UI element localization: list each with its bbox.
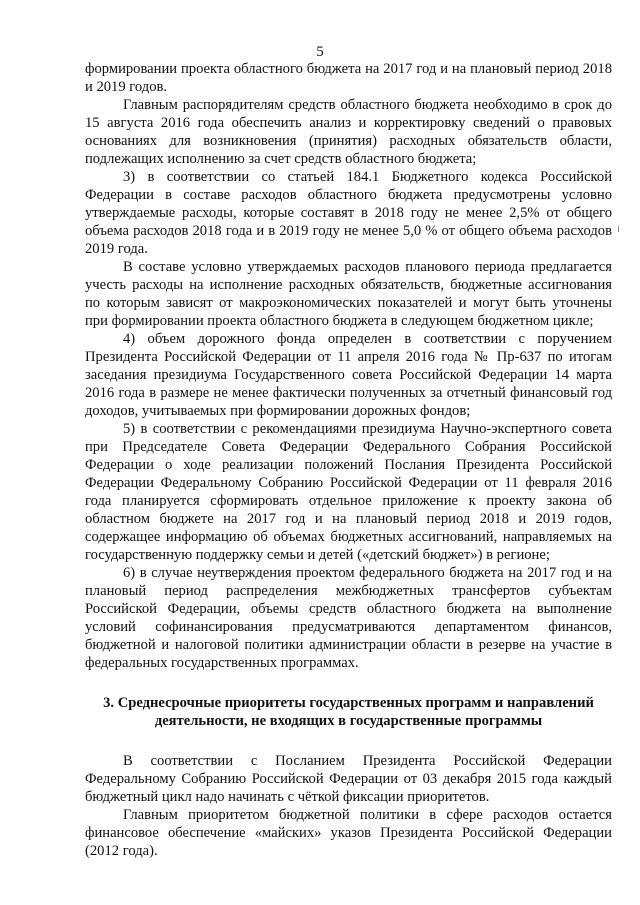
paragraph-continuation: формировании проекта областного бюджета на 2017 год и на плановый период 2018 и 2019 годов.: [85, 61, 612, 95]
paragraph-item-6: 6) в случае неутверждения проектом федерального бюджета на 2017 год и на плановый период распределения межбюджетных трансфертов субъектам Российской Федерации, объемы средств областного бюджета на выполнение условий софинансирования предусматриваются департаментом финансов, бюджетной и налоговой политики администрации области в резерве на участие в федеральных государственных программах.: [85, 565, 612, 671]
section-paragraph-2: Главным приоритетом бюджетной политики в сфере расходов остается финансовое обеспечение «майских» указов Президента Российской Федерации (2012 года).: [85, 807, 612, 859]
section-paragraph-1: В соответствии с Посланием Президента Российской Федерации Федеральному Собранию Российской Федерации от 03 декабря 2015 года каждый бюджетный цикл надо начинать с чёткой фиксации приоритетов.: [85, 753, 612, 805]
paragraph-item-3: 3) в соответствии со статьей 184.1 Бюджетного кодекса Российской Федерации в составе расходов областного бюджета предусмотрены условно утверждаемые расходы, которые составят в 2018 году не менее 2,5% от общего объема расходов 2018 года и в 2019 году не менее 5,0 % от общего объема расходов 2019 года.: [85, 169, 612, 257]
paragraph-conditional-expenses: В составе условно утверждаемых расходов планового периода предлагается учесть расходы на исполнение расходных обязательств, бюджетные ассигнования по которым зависят от макроэкономических показателей и могут быть уточнены при формировании проекта областного бюджета в следующем бюджетном цикле;: [85, 259, 612, 329]
section-heading: 3. Среднесрочные приоритеты государственных программ и направлений деятельности, не входящих в государственные программы: [103, 695, 594, 729]
paragraph-main-administrators: Главным распорядителям средств областного бюджета необходимо в срок до 15 августа 2016 года обеспечить анализ и корректировку сведений о правовых основаниях для возникновения (принятия) расходных обязательств области, подлежащих исполнению за счет средств областного бюджета;: [85, 97, 612, 167]
document-body: [85, 60, 612, 860]
scan-mark: [618, 226, 619, 232]
paragraph-item-4: 4) объем дорожного фонда определен в соответствии с поручением Президента Российской Федерации от 11 апреля 2016 года № Пр-637 по итогам заседания президиума Государственного совета Российской Федерации 14 марта 2016 года в размере не менее фактически полученных за отчетный финансовый год доходов, учитываемых при формировании дорожных фондов;: [85, 331, 612, 419]
page-number: 5: [316, 44, 324, 60]
paragraph-item-5: 5) в соответствии с рекомендациями президиума Научно-экспертного совета при Председателе Совета Федерации Федерального Собрания Российской Федерации о ходе реализации положений Послания Президента Российской Федерации Федеральному Собранию Российской Федерации от 11 февраля 2016 года планируется сформировать отдельное приложение к проекту закона об областном бюджете на 2017 год и на плановый период 2018 и 2019 годов, содержащее информацию об объемах бюджетных ассигнований, направляемых на государственную поддержку семьи и детей («детский бюджет») в регионе;: [85, 421, 612, 563]
